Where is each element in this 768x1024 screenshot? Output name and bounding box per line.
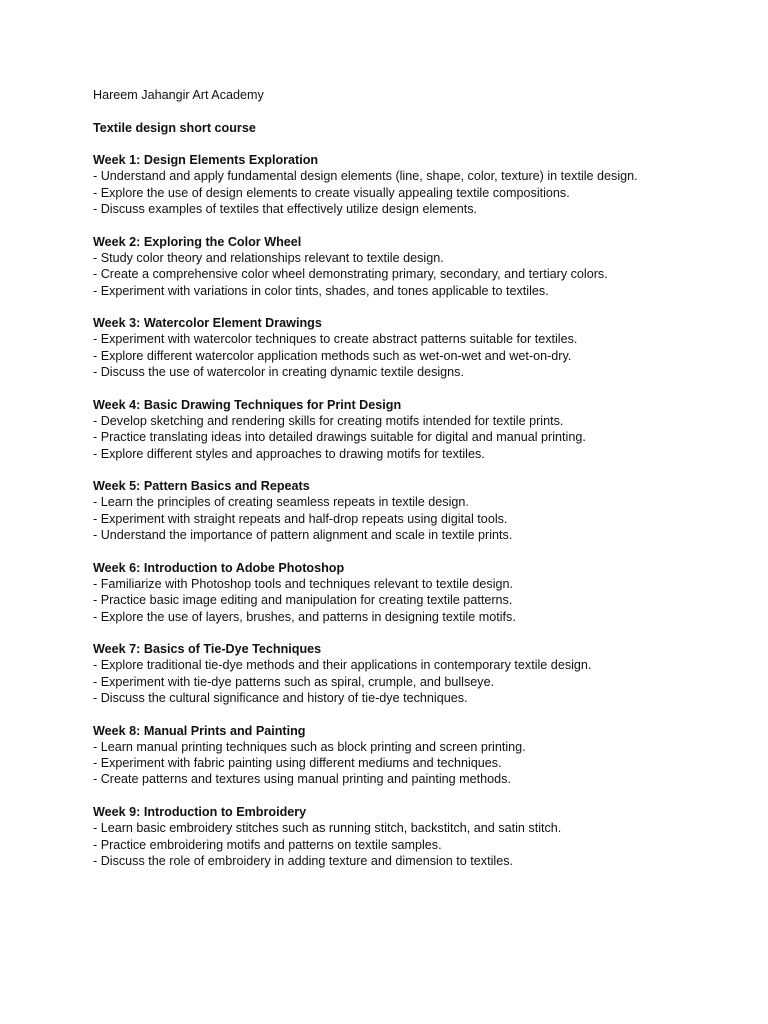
week-bullet-item: - Experiment with straight repeats and half-drop repeats using digital tools. xyxy=(93,511,508,526)
week-title: Week 6: Introduction to Adobe Photoshop xyxy=(93,560,345,575)
week-section xyxy=(93,478,753,543)
week-bullet-item: - Explore different watercolor application methods such as wet-on-wet and wet-on-dry. xyxy=(93,348,572,363)
week-bullet-list xyxy=(93,739,753,788)
week-section xyxy=(93,397,753,462)
week-bullet-item: - Create a comprehensive color wheel demonstrating primary, secondary, and tertiary colors. xyxy=(93,267,608,282)
week-bullet-list xyxy=(93,250,753,299)
week-title: Week 1: Design Elements Exploration xyxy=(93,153,319,168)
week-bullet-item: - Experiment with watercolor techniques to create abstract patterns suitable for textiles. xyxy=(93,332,578,347)
week-title: Week 9: Introduction to Embroidery xyxy=(93,805,307,820)
week-bullet-item: - Practice embroidering motifs and patterns on textile samples. xyxy=(93,837,442,852)
week-title: Week 5: Pattern Basics and Repeats xyxy=(93,479,310,494)
week-bullet-item: - Explore different styles and approaches to drawing motifs for textiles. xyxy=(93,446,485,461)
week-bullet-item: - Explore the use of design elements to create visually appealing textile compositions. xyxy=(93,185,570,200)
week-section xyxy=(93,315,753,380)
academy-name: Hareem Jahangir Art Academy xyxy=(93,88,264,102)
week-bullet-list xyxy=(93,413,753,462)
week-bullet-item: - Explore the use of layers, brushes, and patterns in designing textile motifs. xyxy=(93,609,516,624)
week-bullet-item: - Experiment with variations in color tints, shades, and tones applicable to textiles. xyxy=(93,283,549,298)
week-section xyxy=(93,234,753,299)
week-bullet-item: - Understand the importance of pattern alignment and scale in textile prints. xyxy=(93,528,513,543)
week-bullet-item: - Learn the principles of creating seamless repeats in textile design. xyxy=(93,495,469,510)
week-bullet-item: - Study color theory and relationships relevant to textile design. xyxy=(93,250,444,265)
week-bullet-item: - Familiarize with Photoshop tools and techniques relevant to textile design. xyxy=(93,576,514,591)
week-bullet-item: - Learn manual printing techniques such as block printing and screen printing. xyxy=(93,739,526,754)
week-title: Week 4: Basic Drawing Techniques for Print Design xyxy=(93,397,402,412)
week-bullet-item: - Experiment with fabric painting using different mediums and techniques. xyxy=(93,756,502,771)
week-section xyxy=(93,641,753,706)
week-bullet-item: - Practice translating ideas into detailed drawings suitable for digital and manual printing. xyxy=(93,430,586,445)
week-bullet-item: - Discuss the use of watercolor in creating dynamic textile designs. xyxy=(93,365,464,380)
week-section xyxy=(93,152,753,217)
week-bullet-list xyxy=(93,657,753,706)
week-title: Week 8: Manual Prints and Painting xyxy=(93,723,306,738)
week-bullet-item: - Learn basic embroidery stitches such as running stitch, backstitch, and satin stitch. xyxy=(93,821,562,836)
course-title: Textile design short course xyxy=(93,120,256,135)
week-bullet-item: - Discuss the role of embroidery in adding texture and dimension to textiles. xyxy=(93,853,514,868)
weeks-list xyxy=(93,152,753,869)
week-bullet-item: - Experiment with tie-dye patterns such as spiral, crumple, and bullseye. xyxy=(93,674,495,689)
week-bullet-list xyxy=(93,494,753,543)
week-section xyxy=(93,560,753,625)
week-bullet-item: - Understand and apply fundamental design elements (line, shape, color, texture) in textile design. xyxy=(93,169,638,184)
week-title: Week 7: Basics of Tie-Dye Techniques xyxy=(93,642,322,657)
week-bullet-item: - Explore traditional tie-dye methods and their applications in contemporary textile design. xyxy=(93,658,592,673)
week-section xyxy=(93,723,753,788)
week-bullet-item: - Practice basic image editing and manipulation for creating textile patterns. xyxy=(93,593,513,608)
week-section xyxy=(93,804,753,869)
week-bullet-list xyxy=(93,168,753,217)
week-bullet-list xyxy=(93,331,753,380)
week-title: Week 2: Exploring the Color Wheel xyxy=(93,234,302,249)
week-bullet-item: - Create patterns and textures using manual printing and painting methods. xyxy=(93,772,511,787)
week-bullet-list xyxy=(93,576,753,625)
week-bullet-item: - Develop sketching and rendering skills for creating motifs intended for textile prints. xyxy=(93,413,564,428)
week-bullet-list xyxy=(93,820,753,869)
week-bullet-item: - Discuss examples of textiles that effectively utilize design elements. xyxy=(93,202,478,217)
document-page xyxy=(93,87,753,886)
week-title: Week 3: Watercolor Element Drawings xyxy=(93,316,322,331)
week-bullet-item: - Discuss the cultural significance and history of tie-dye techniques. xyxy=(93,690,468,705)
